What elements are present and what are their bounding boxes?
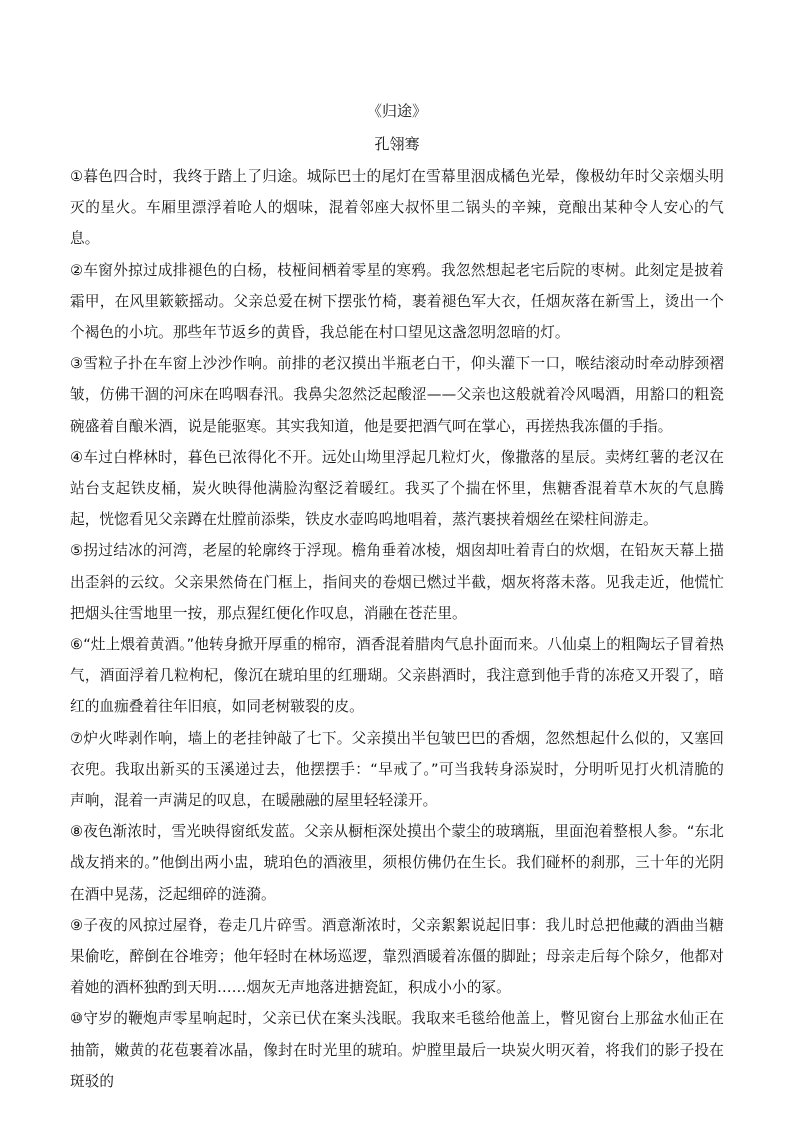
- paragraph: ⑤拐过结冰的河湾，老屋的轮廓终于浮现。檐角垂着冰棱，烟囱却吐着青白的炊烟，在铅灰天幕上描出歪斜的云纹。父亲果然倚在门框上，指间夹的卷烟已燃过半截，烟灰将落未落。见我走近，他慌忙把烟头往雪地里一按，那点猩红便化作叹息，消融在苍茫里。: [70, 542, 724, 622]
- paragraph: ⑧夜色渐浓时，雪光映得窗纸发蓝。父亲从橱柜深处摸出个蒙尘的玻璃瓶，里面泡着整根人参。“东北战友捎来的。”他倒出两小盅，琥珀色的酒液里，须根仿佛仍在生长。我们碰杯的刹那，三十年的光阴在酒中晃荡，泛起细碎的涟漪。: [70, 823, 724, 903]
- paragraph: ②车窗外掠过成排褪色的白杨，枝桠间栖着零星的寒鸦。我忽然想起老宅后院的枣树。此刻定是披着霜甲，在风里簌簌摇动。父亲总爱在树下摆张竹椅，裹着褪色军大衣，任烟灰落在新雪上，烫出一个个褐色的小坑。那些年节返乡的黄昏，我总能在村口望见这盏忽明忽暗的灯。: [70, 261, 724, 342]
- paragraph: ③雪粒子扑在车窗上沙沙作响。前排的老汉摸出半瓶老白干，仰头灌下一口，喉结滚动时牵动脖颈褶皱，仿佛干涸的河床在呜咽春汛。我鼻尖忽然泛起酸涩——父亲也这般就着冷风喝酒，用豁口的粗瓷碗盛着自酿米酒，说是能驱寒。其实我知道，他是要把酒气呵在掌心，再搓热我冻僵的手指。: [70, 355, 724, 435]
- paragraph: ⑨子夜的风掠过屋脊，卷走几片碎雪。酒意渐浓时，父亲絮絮说起旧事：我儿时总把他藏的酒曲当糖果偷吃，醉倒在谷堆旁；他年轻时在林场巡逻，靠烈酒暖着冻僵的脚趾；母亲走后每个除夕，他都对着她的酒杯独酌到天明……烟灰无声地落进搪瓷缸，积成小小的冢。: [70, 916, 724, 997]
- paragraph: ⑩守岁的鞭炮声零星响起时，父亲已伏在案头浅眠。我取来毛毯给他盖上，瞥见窗台上那盆水仙正在抽箭，嫩黄的花苞裹着冰晶，像封在时光里的琥珀。炉膛里最后一块炭火明灭着，将我们的影子投在斑驳的: [70, 1010, 724, 1090]
- document-body: [70, 161, 724, 1097]
- paragraph: ④车过白桦林时，暮色已浓得化不开。远处山坳里浮起几粒灯火，像撒落的星辰。卖烤红薯的老汉在站台支起铁皮桶，炭火映得他满脸沟壑泛着暖红。我买了个揣在怀里，焦糖香混着草木灰的气息腾起，恍惚看见父亲蹲在灶膛前添柴，铁皮水壶呜呜地唱着，蒸汽裹挟着烟丝在梁柱间游走。: [70, 448, 724, 529]
- paragraph: ①暮色四合时，我终于踏上了归途。城际巴士的尾灯在雪幕里洇成橘色光晕，像极幼年时父亲烟头明灭的星火。车厢里漂浮着呛人的烟味，混着邻座大叔怀里二锅头的辛辣，竟酿出某种令人安心的气息。: [70, 168, 724, 248]
- paragraph: ⑥“灶上煨着黄酒。”他转身掀开厚重的棉帘，酒香混着腊肉气息扑面而来。八仙桌上的粗陶坛子冒着热气，酒面浮着几粒枸杞，像沉在琥珀里的红珊瑚。父亲斟酒时，我注意到他手背的冻疮又开裂了，暗红的血痂叠着往年旧痕，如同老树皲裂的皮。: [70, 636, 724, 716]
- document-title: 《归途》: [366, 102, 427, 120]
- paragraph: ⑦炉火哔剥作响，墙上的老挂钟敲了七下。父亲摸出半包皱巴巴的香烟，忽然想起什么似的，又塞回衣兜。我取出新买的玉溪递过去，他摆摆手：“早戒了。”可当我转身添炭时，分明听见打火机清脆的声响，混着一声满足的叹息，在暖融融的屋里轻轻漾开。: [70, 729, 724, 810]
- document-author: 孔翎骞: [374, 135, 420, 153]
